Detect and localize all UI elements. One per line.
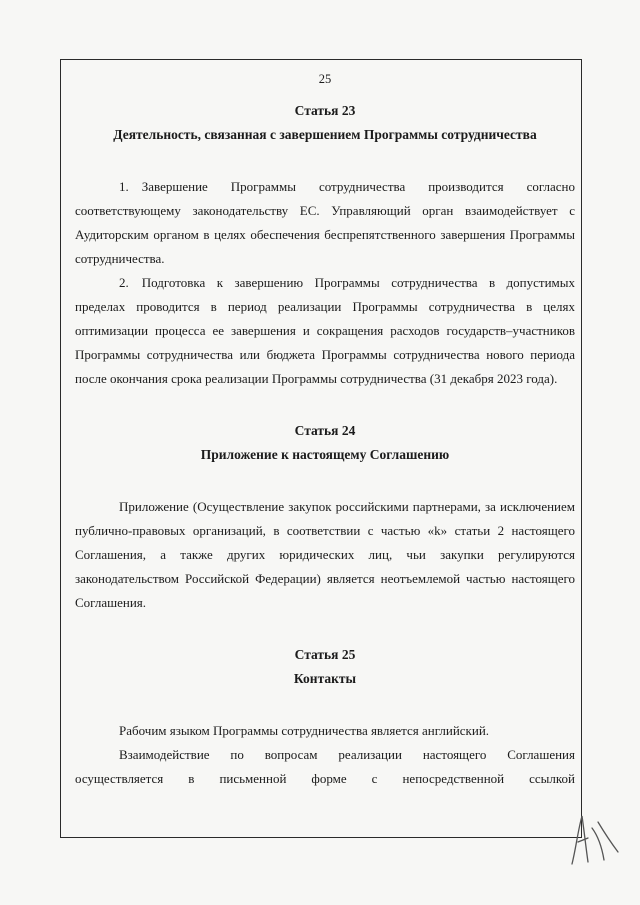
article-24-paragraph-1: Приложение (Осуществление закупок российскими партнерами, за исключением публично-правовых организаций, в соответствии с частью «k» статьи 2 настоящего Соглашения, а также других юридических лиц, чьи закупки регулируются законодательством Российской Федерации) является неотъемлемой частью настоящего Соглашения. xyxy=(75,499,575,610)
article-23 xyxy=(75,99,575,391)
article-23-title: Статья 23 xyxy=(294,103,356,118)
article-24-title: Статья 24 xyxy=(294,423,356,438)
article-25-paragraph-1: Рабочим языком Программы сотрудничества является английский. xyxy=(119,723,490,738)
handwritten-signature-icon xyxy=(568,808,624,868)
article-25-subtitle: Контакты xyxy=(293,671,357,686)
article-25 xyxy=(75,643,575,791)
article-25-title: Статья 25 xyxy=(294,647,356,662)
article-23-paragraph-2: 2. Подготовка к завершению Программы сотрудничества в допустимых пределах проводится в период реализации Программы сотрудничества в целях оптимизации процесса ее завершения и сокращения расходов государств–участников Программы сотрудничества или бюджета Программы сотрудничества нового периода после окончания срока реализации Программы сотрудничества (31 декабря 2023 года). xyxy=(75,275,575,386)
article-23-paragraph-1: 1. Завершение Программы сотрудничества производится согласно соответствующему законодательству ЕС. Управляющий орган взаимодействует с Аудиторским органом в целях обеспечения беспрепятственного завершения Программы сотрудничества. xyxy=(75,179,575,266)
article-24 xyxy=(75,419,575,615)
article-25-paragraph-2: Взаимодействие по вопросам реализации настоящего Соглашения осуществляется в письменной форме с непосредственной ссылкой xyxy=(75,747,575,786)
article-23-subtitle: Деятельность, связанная с завершением Программы сотрудничества xyxy=(113,127,537,142)
document-content xyxy=(75,72,575,791)
article-24-subtitle: Приложение к настоящему Соглашению xyxy=(200,447,450,462)
page-number: 25 xyxy=(318,72,332,86)
